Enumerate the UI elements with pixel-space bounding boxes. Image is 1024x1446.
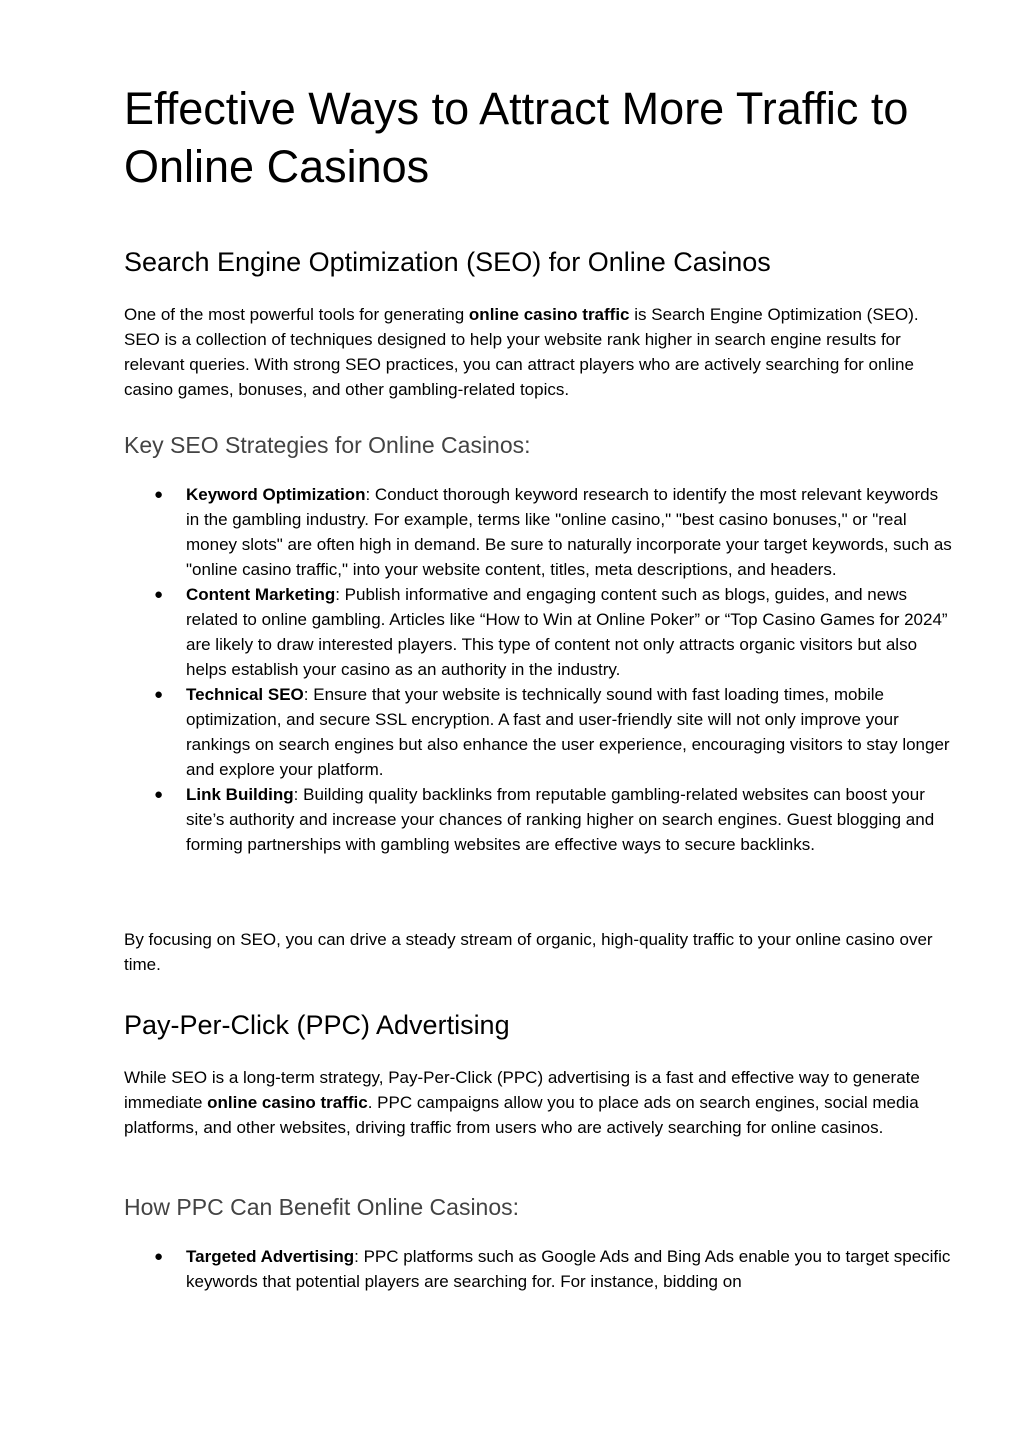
list-item-content-marketing	[124, 582, 954, 682]
bullet-icon: ●	[154, 486, 164, 503]
bullet-icon: ●	[154, 1248, 164, 1265]
list-item-text: : Building quality backlinks from reputable gambling-related websites can boost your site’s authority and increase your chances of ranking higher on search engines. Guest blogging and forming partnerships with gambling websites are effective ways to secure backlinks.	[186, 785, 935, 854]
text-run: is Search Engine Optimization (SEO). SEO is a collection of techniques designed to help your website rank higher in search engine results for relevant queries. With strong SEO practices, you can attract players who are actively searching for online casino games, bonuses, and other gambling-related topics.	[124, 305, 919, 399]
list-item-term: Keyword Optimization	[186, 485, 366, 504]
list-ppc-benefits	[124, 1244, 954, 1294]
heading-ppc: Pay-Per-Click (PPC) Advertising	[124, 1010, 510, 1040]
subheading-seo-strategies: Key SEO Strategies for Online Casinos:	[124, 432, 531, 458]
list-item-term: Targeted Advertising	[186, 1247, 355, 1266]
list-item-text: : Conduct thorough keyword research to identify the most relevant keywords in the gambling industry. For example, terms like "online casino," "best casino bonuses," or "real money slots" are often high in demand. Be sure to naturally incorporate your target keywords, such as "online casino traffic," into your website content, titles, meta descriptions, and headers.	[186, 485, 952, 579]
paragraph-seo-outro: By focusing on SEO, you can drive a steady stream of organic, high-quality traffic to your online casino over time.	[124, 930, 933, 974]
bold-keyword: online casino traffic	[468, 305, 630, 324]
list-item-link-building	[124, 782, 954, 857]
text-run: While SEO is a long-term strategy, Pay-Per-Click (PPC) advertising is a fast and effective way to generate immediate	[124, 1068, 920, 1112]
subheading-ppc-benefits: How PPC Can Benefit Online Casinos:	[124, 1194, 520, 1220]
heading-seo: Search Engine Optimization (SEO) for Online Casinos	[124, 247, 771, 277]
list-seo-strategies	[124, 482, 954, 857]
paragraph-ppc-intro	[124, 1065, 954, 1140]
bold-keyword: online casino traffic	[207, 1093, 368, 1112]
list-item-technical-seo	[124, 682, 954, 782]
bullet-icon: ●	[154, 686, 164, 703]
list-item-targeted-advertising	[124, 1244, 954, 1294]
bullet-icon: ●	[154, 586, 164, 603]
text-run: One of the most powerful tools for generating	[124, 305, 469, 324]
list-item-text: : PPC platforms such as Google Ads and Bing Ads enable you to target specific keywords that potential players are searching for. For instance, bidding on	[186, 1247, 951, 1291]
list-item-term: Content Marketing	[186, 585, 336, 604]
list-item-text: : Publish informative and engaging content such as blogs, guides, and news related to online gambling. Articles like “How to Win at Online Poker” or “Top Casino Games for 2024” are likely to draw interested players. This type of content not only attracts organic visitors but also helps establish your casino as an authority in the industry.	[186, 585, 948, 679]
page-title: Effective Ways to Attract More Traffic to Online Casinos	[124, 83, 909, 192]
list-item-text: : Ensure that your website is technically sound with fast loading times, mobile optimization, and secure SSL encryption. A fast and user-friendly site will not only improve your rankings on search engines but also enhance the user experience, encouraging visitors to stay longer and explore your platform.	[186, 685, 950, 779]
bullet-icon: ●	[154, 786, 164, 803]
list-item-term: Technical SEO	[186, 685, 304, 704]
list-item-keyword-optimization	[124, 482, 954, 582]
list-item-term: Link Building	[186, 785, 294, 804]
paragraph-seo-intro	[124, 302, 954, 402]
text-run: . PPC campaigns allow you to place ads on search engines, social media platforms, and other websites, driving traffic from users who are actively searching for online casinos.	[124, 1093, 919, 1137]
